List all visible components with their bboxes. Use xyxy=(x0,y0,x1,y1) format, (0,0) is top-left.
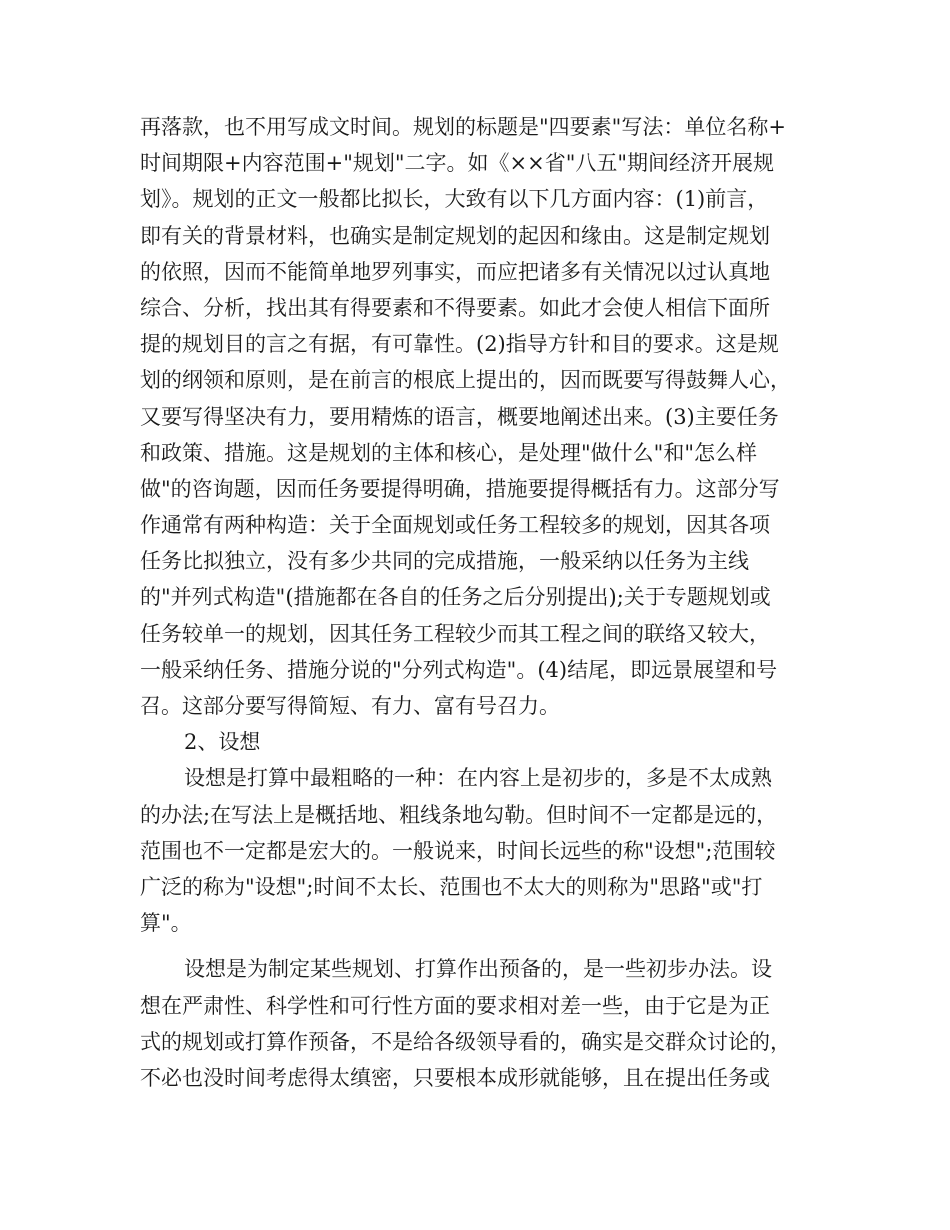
text-line: 提的规划目的言之有据，有可靠性。(2)指导方针和目的要求。这是规 xyxy=(140,332,779,357)
text-line: 再落款，也不用写成文时间。规划的标题是"四要素"写法：单位名称+ xyxy=(140,115,786,139)
text-line: 又要写得坚决有力，要用精炼的语言，概要地阐述出来。(3)主要任务 xyxy=(140,404,779,429)
text-line: 作通常有两种构造：关于全面规划或任务工程较多的规划，因其各项 xyxy=(140,513,770,538)
text-line: 综合、分析，找出其有得要素和不得要素。如此才会使人相信下面所 xyxy=(140,295,770,320)
text-line: 的依照，因而不能简单地罗列事实，而应把诸多有关情况以过认真地 xyxy=(140,259,770,284)
text-line: 式的规划或打算作预备，不是给各级领导看的，确实是交群众讨论的， xyxy=(140,1029,791,1054)
text-line: 不必也没时间考虑得太缜密，只要根本成形就能够，且在提出任务或 xyxy=(140,1065,770,1090)
text-line: 设想是为制定某些规划、打算作出预备的，是一些初步办法。设 xyxy=(184,957,772,982)
text-line: 召。这部分要写得简短、有力、富有号召力。 xyxy=(140,694,560,718)
text-line: 想在严肃性、科学性和可行性方面的要求相对差一些，由于它是为正 xyxy=(140,993,770,1018)
paragraph-concept-definition xyxy=(140,760,830,941)
text-line: 算"。 xyxy=(140,911,192,936)
text-line: 划》。规划的正文一般都比拟长，大致有以下几方面内容：(1)前言， xyxy=(140,187,769,212)
text-line: 做"的咨询题，因而任务要提得明确，措施要提得概括有力。这部分写 xyxy=(140,476,780,501)
text-line: 的办法;在写法上是概括地、粗线条地勾勒。但时间不一定都是远的， xyxy=(140,802,778,827)
text-line: 时间期限+内容范围+"规划"二字。如《××省"八五"期间经济开展规 xyxy=(140,151,775,176)
document-body xyxy=(140,109,830,1096)
paragraph-planning-structure xyxy=(140,109,830,724)
text-line: 划的纲领和原则，是在前言的根底上提出的，因而既要写得鼓舞人心， xyxy=(140,368,791,393)
text-line: 任务较单一的规划，因其任务工程较少而其工程之间的联络又较大， xyxy=(140,621,770,646)
text-line: 设想是打算中最粗略的一种：在内容上是初步的，多是不太成熟 xyxy=(184,766,772,791)
text-line: 任务比拟独立，没有多少共同的完成措施，一般采纳以任务为主线 xyxy=(140,549,749,574)
text-line: 广泛的称为"设想";时间不太长、范围也不太大的则称为"思路"或"打 xyxy=(140,874,763,899)
text-line: 和政策、措施。这是规划的主体和核心，是处理"做什么"和"怎么样 xyxy=(140,440,757,465)
paragraph-concept-purpose xyxy=(140,951,830,1096)
text-line: 即有关的背景材料，也确实是制定规划的起因和缘由。这是制定规划 xyxy=(140,223,770,248)
text-line: 一般采纳任务、措施分说的"分列式构造"。(4)结尾，即远景展望和号 xyxy=(140,657,778,682)
text-line: 的"并列式构造"(措施都在各自的任务之后分别提出);关于专题规划或 xyxy=(140,585,771,610)
text-line: 范围也不一定都是宏大的。一般说来，时间长远些的称"设想";范围较 xyxy=(140,838,776,863)
section-heading: 2、设想 xyxy=(184,730,261,755)
